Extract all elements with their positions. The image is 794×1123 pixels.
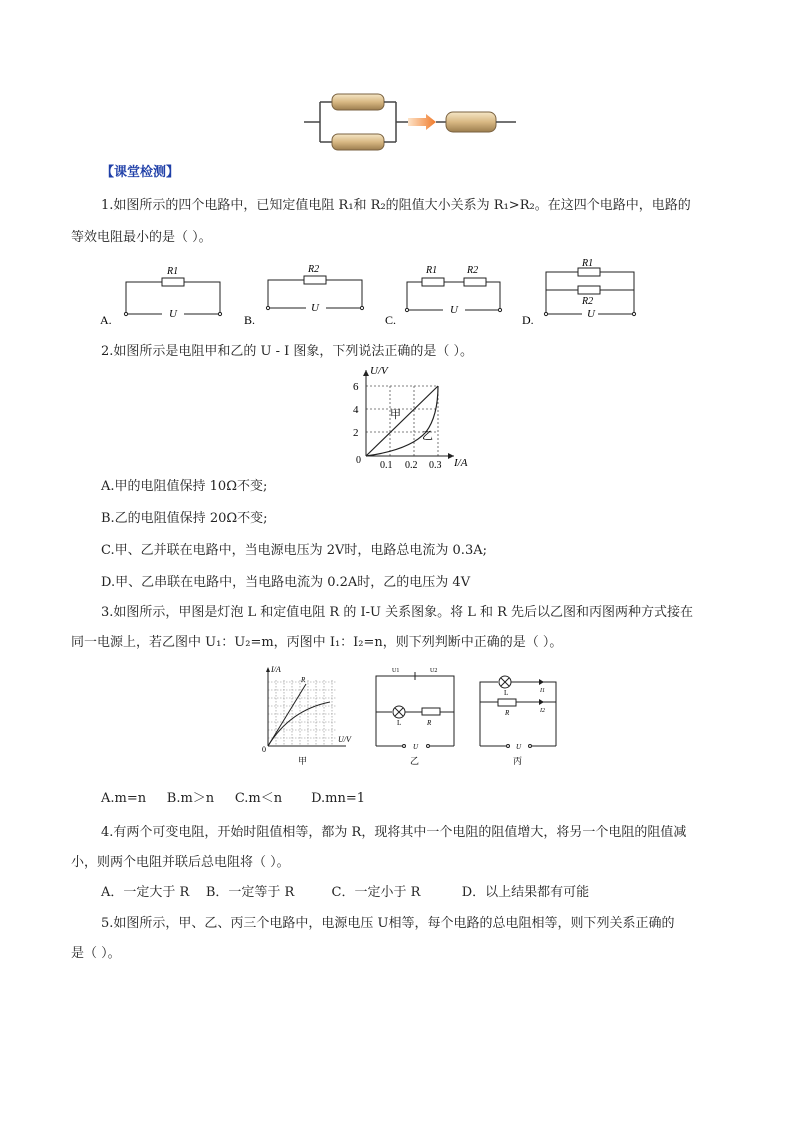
svg-text:I2: I2 — [540, 708, 545, 714]
svg-text:U: U — [587, 308, 595, 320]
svg-text:I/A: I/A — [271, 665, 281, 674]
circuit-a — [100, 266, 222, 327]
circuit-d — [522, 258, 636, 327]
q4-text-line1: 4.有两个可变电阻，开始时阻值相等，都为 R，现将其中一个电阻的阻值增大，将另一个电阻的阻值减 — [101, 825, 687, 840]
svg-text:L: L — [504, 689, 509, 697]
svg-text:0.1: 0.1 — [380, 460, 393, 471]
svg-text:甲: 甲 — [390, 409, 401, 421]
q5-text-line1: 5.如图所示，甲、乙、丙三个电路中，电源电压 U相等，每个电路的总电阻相等，则下列关系正确的 — [101, 916, 675, 931]
section-title: 【课堂检测】 — [101, 165, 180, 180]
series-jia-line — [366, 386, 438, 456]
q3-graph-jia — [262, 665, 352, 766]
svg-text:甲: 甲 — [298, 756, 308, 766]
svg-text:丙: 丙 — [513, 756, 523, 766]
svg-text:U/V: U/V — [370, 365, 388, 377]
svg-text:0: 0 — [262, 745, 266, 754]
circuit-b — [244, 264, 364, 327]
q3-figures — [258, 662, 568, 770]
svg-text:6: 6 — [353, 381, 359, 393]
q2-option-a: A.甲的电阻值保持 10Ω不变; — [101, 479, 268, 494]
svg-text:R1: R1 — [167, 266, 179, 277]
svg-text:R2: R2 — [308, 264, 320, 275]
svg-text:R2: R2 — [467, 265, 479, 276]
q2-option-c: C.甲、乙并联在电路中，当电源电压为 2V时，电路总电流为 0.3A; — [101, 543, 487, 558]
svg-text:4: 4 — [353, 404, 359, 416]
q3-circuit-yi — [376, 668, 454, 766]
svg-text:2: 2 — [353, 427, 359, 439]
svg-text:U2: U2 — [430, 668, 438, 674]
svg-text:0.3: 0.3 — [429, 460, 442, 471]
svg-text:乙: 乙 — [410, 756, 420, 766]
svg-text:I/A: I/A — [454, 457, 468, 469]
svg-text:U: U — [450, 304, 458, 316]
q2-option-d: D.甲、乙串联在电路中，当电路电流为 0.2A时，乙的电压为 4V — [101, 575, 471, 590]
q2-text: 2.如图所示是电阻甲和乙的 U - I 图象，下列说法正确的是（ ）。 — [101, 344, 474, 359]
svg-text:I1: I1 — [540, 688, 545, 694]
series-r-line — [268, 684, 306, 746]
svg-text:U: U — [413, 743, 419, 751]
svg-text:R2: R2 — [582, 296, 594, 307]
option-d-label: D. — [522, 313, 534, 327]
svg-text:U1: U1 — [392, 668, 400, 674]
q3-options: A.m=n B.m＞n C.m＜n D.mn=1 — [101, 791, 366, 806]
svg-text:U/V: U/V — [338, 735, 351, 744]
option-b-label: B. — [244, 313, 256, 327]
q1-text-line2: 等效电阻最小的是（ ）。 — [71, 230, 212, 245]
q1-circuits — [100, 258, 660, 330]
option-c-label: C. — [385, 313, 397, 327]
svg-text:R1: R1 — [582, 258, 594, 269]
q4-text-line2: 小，则两个电阻并联后总电阻将（ ）。 — [71, 855, 290, 870]
svg-text:R1: R1 — [426, 265, 438, 276]
svg-text:U: U — [516, 743, 522, 751]
svg-text:U: U — [311, 302, 319, 314]
q3-text-line2: 同一电源上，若乙图中 U₁：U₂=m，丙图中 I₁：I₂=n，则下列判断中正确的是（ ）。 — [71, 635, 563, 650]
svg-text:乙: 乙 — [422, 430, 433, 442]
svg-text:L: L — [397, 719, 402, 727]
q4-options: A．一定大于 R B．一定等于 R C．一定小于 R D．以上结果都有可能 — [101, 885, 590, 900]
option-a-label: A. — [100, 313, 112, 327]
svg-text:R: R — [301, 676, 306, 684]
q5-text-line2: 是（ ）。 — [71, 946, 121, 961]
circuit-c — [385, 265, 502, 327]
q3-circuit-bing — [480, 676, 556, 766]
svg-text:0.2: 0.2 — [405, 460, 418, 471]
q2-option-b: B.乙的电阻值保持 20Ω不变; — [101, 511, 268, 526]
q1-text-line1: 1.如图所示的四个电路中，已知定值电阻 R₁和 R₂的阻值大小关系为 R₁>R₂。在这四个电路中，电路的 — [101, 198, 691, 213]
resistor-equivalence-picture — [300, 88, 520, 156]
series-l-curve — [268, 702, 330, 746]
svg-text:R: R — [427, 719, 432, 727]
svg-text:U: U — [169, 308, 177, 320]
svg-text:0: 0 — [356, 455, 361, 466]
q2-ui-graph — [350, 364, 480, 472]
svg-text:R: R — [505, 709, 510, 717]
q3-text-line1: 3.如图所示，甲图是灯泡 L 和定值电阻 R 的 I-U 关系图象。将 L 和 R 先后以乙图和丙图两种方式接在 — [101, 605, 694, 620]
